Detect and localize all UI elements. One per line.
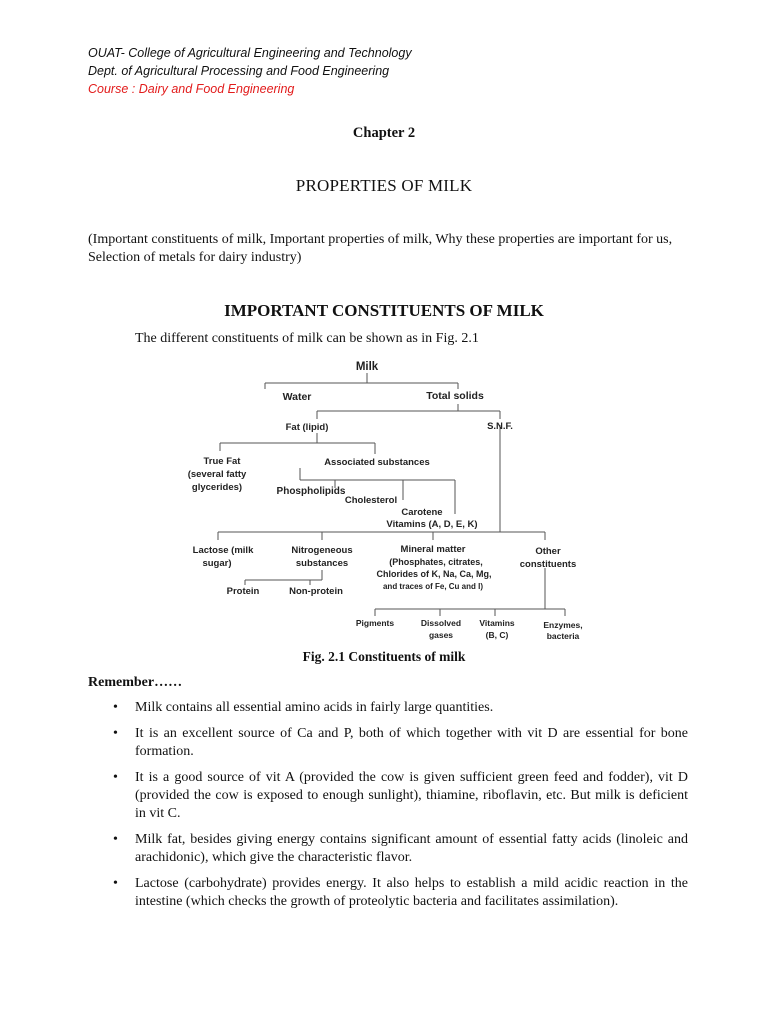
figure-caption: Fig. 2.1 Constituents of milk (302, 649, 466, 664)
list-item-text: It is an excellent source of Ca and P, both of which together with vit D are essential for bone formation. (135, 726, 688, 759)
node-true-fat-3: glycerides) (191, 482, 243, 493)
list-item-text: Milk contains all essential amino acids in fairly large quantities. (135, 700, 494, 715)
node-vitamins-bc-2: (B, C) (485, 630, 509, 640)
intro-paragraph: (Important constituents of milk, Important properties of milk, Why these properties are important for us, Selection of metals for dairy industry) (88, 232, 673, 265)
node-cholesterol: Cholesterol (344, 495, 398, 506)
node-mineral-1: Mineral matter (400, 544, 466, 555)
node-pigments: Pigments (355, 618, 395, 628)
node-associated: Associated substances (324, 457, 430, 468)
bullet-marker: • (113, 876, 118, 891)
header-department: Dept. of Agricultural Processing and Food Engineering (88, 64, 390, 78)
node-water: Water (282, 391, 312, 403)
list-item (88, 769, 688, 823)
bullet-marker: • (113, 832, 118, 847)
chapter-label: Chapter 2 (352, 125, 416, 141)
bullet-marker: • (113, 770, 118, 785)
node-vitamins-adek: Vitamins (A, D, E, K) (386, 519, 478, 530)
bullet-marker: • (113, 726, 118, 741)
node-true-fat-2: (several fatty (187, 469, 247, 480)
node-nitrogeneous-2: substances (295, 558, 349, 569)
figure-intro: The different constituents of milk can be shown as in Fig. 2.1 (135, 331, 479, 346)
node-enzymes-2: bacteria (546, 631, 580, 641)
node-mineral-2: (Phosphates, citrates, (389, 557, 483, 567)
node-other-2: constituents (519, 559, 577, 570)
bullet-marker: • (113, 700, 118, 715)
node-nitrogeneous-1: Nitrogeneous (291, 545, 353, 556)
node-non-protein: Non-protein (289, 586, 343, 597)
node-snf: S.N.F. (487, 421, 513, 432)
list-item (88, 831, 688, 867)
node-dissolved-2: gases (428, 630, 454, 640)
node-mineral-4: and traces of Fe, Cu and I) (382, 582, 484, 591)
node-lactose-2: sugar) (202, 558, 232, 569)
node-dissolved-1: Dissolved (420, 618, 462, 628)
node-mineral-3: Chlorides of K, Na, Ca, Mg, (376, 569, 492, 579)
node-lactose-1: Lactose (milk (192, 545, 254, 556)
node-vitamins-bc-1: Vitamins (479, 618, 515, 628)
list-item (88, 725, 688, 761)
list-item (88, 875, 688, 911)
node-enzymes-1: Enzymes, (543, 620, 583, 630)
list-item-text: It is a good source of vit A (provided the cow is given sufficient green feed and fodder), vit D (provided the cow is exposed to enough sunlight), thiamine, riboflavin, etc. But milk is deficient in vit C. (135, 770, 688, 821)
node-fat: Fat (lipid) (285, 422, 329, 433)
list-item-text: Lactose (carbohydrate) provides energy. It also helps to establish a mild acidic reaction in the intestine (which checks the growth of proteolytic bacteria and facilitates assimilation). (135, 876, 688, 909)
node-other-1: Other (535, 546, 561, 557)
page-title: PROPERTIES OF MILK (295, 176, 473, 195)
remember-heading: Remember…… (88, 675, 183, 690)
node-milk: Milk (355, 361, 379, 373)
header-college: OUAT- College of Agricultural Engineering and Technology (88, 46, 412, 60)
constituents-diagram (170, 354, 590, 646)
list-item-text: Milk fat, besides giving energy contains significant amount of essential fatty acids (linoleic and arachidonic), which give the characteristic flavor. (135, 832, 688, 865)
section-heading: IMPORTANT CONSTITUENTS OF MILK (224, 301, 544, 320)
node-protein: Protein (226, 586, 260, 597)
header-course: Course : Dairy and Food Engineering (88, 82, 295, 96)
node-total-solids: Total solids (426, 390, 484, 402)
node-true-fat-1: True Fat (203, 456, 241, 467)
node-carotene: Carotene (401, 507, 443, 518)
list-item (88, 699, 688, 717)
remember-list (88, 699, 688, 919)
node-phospholipids: Phospholipids (276, 486, 346, 497)
